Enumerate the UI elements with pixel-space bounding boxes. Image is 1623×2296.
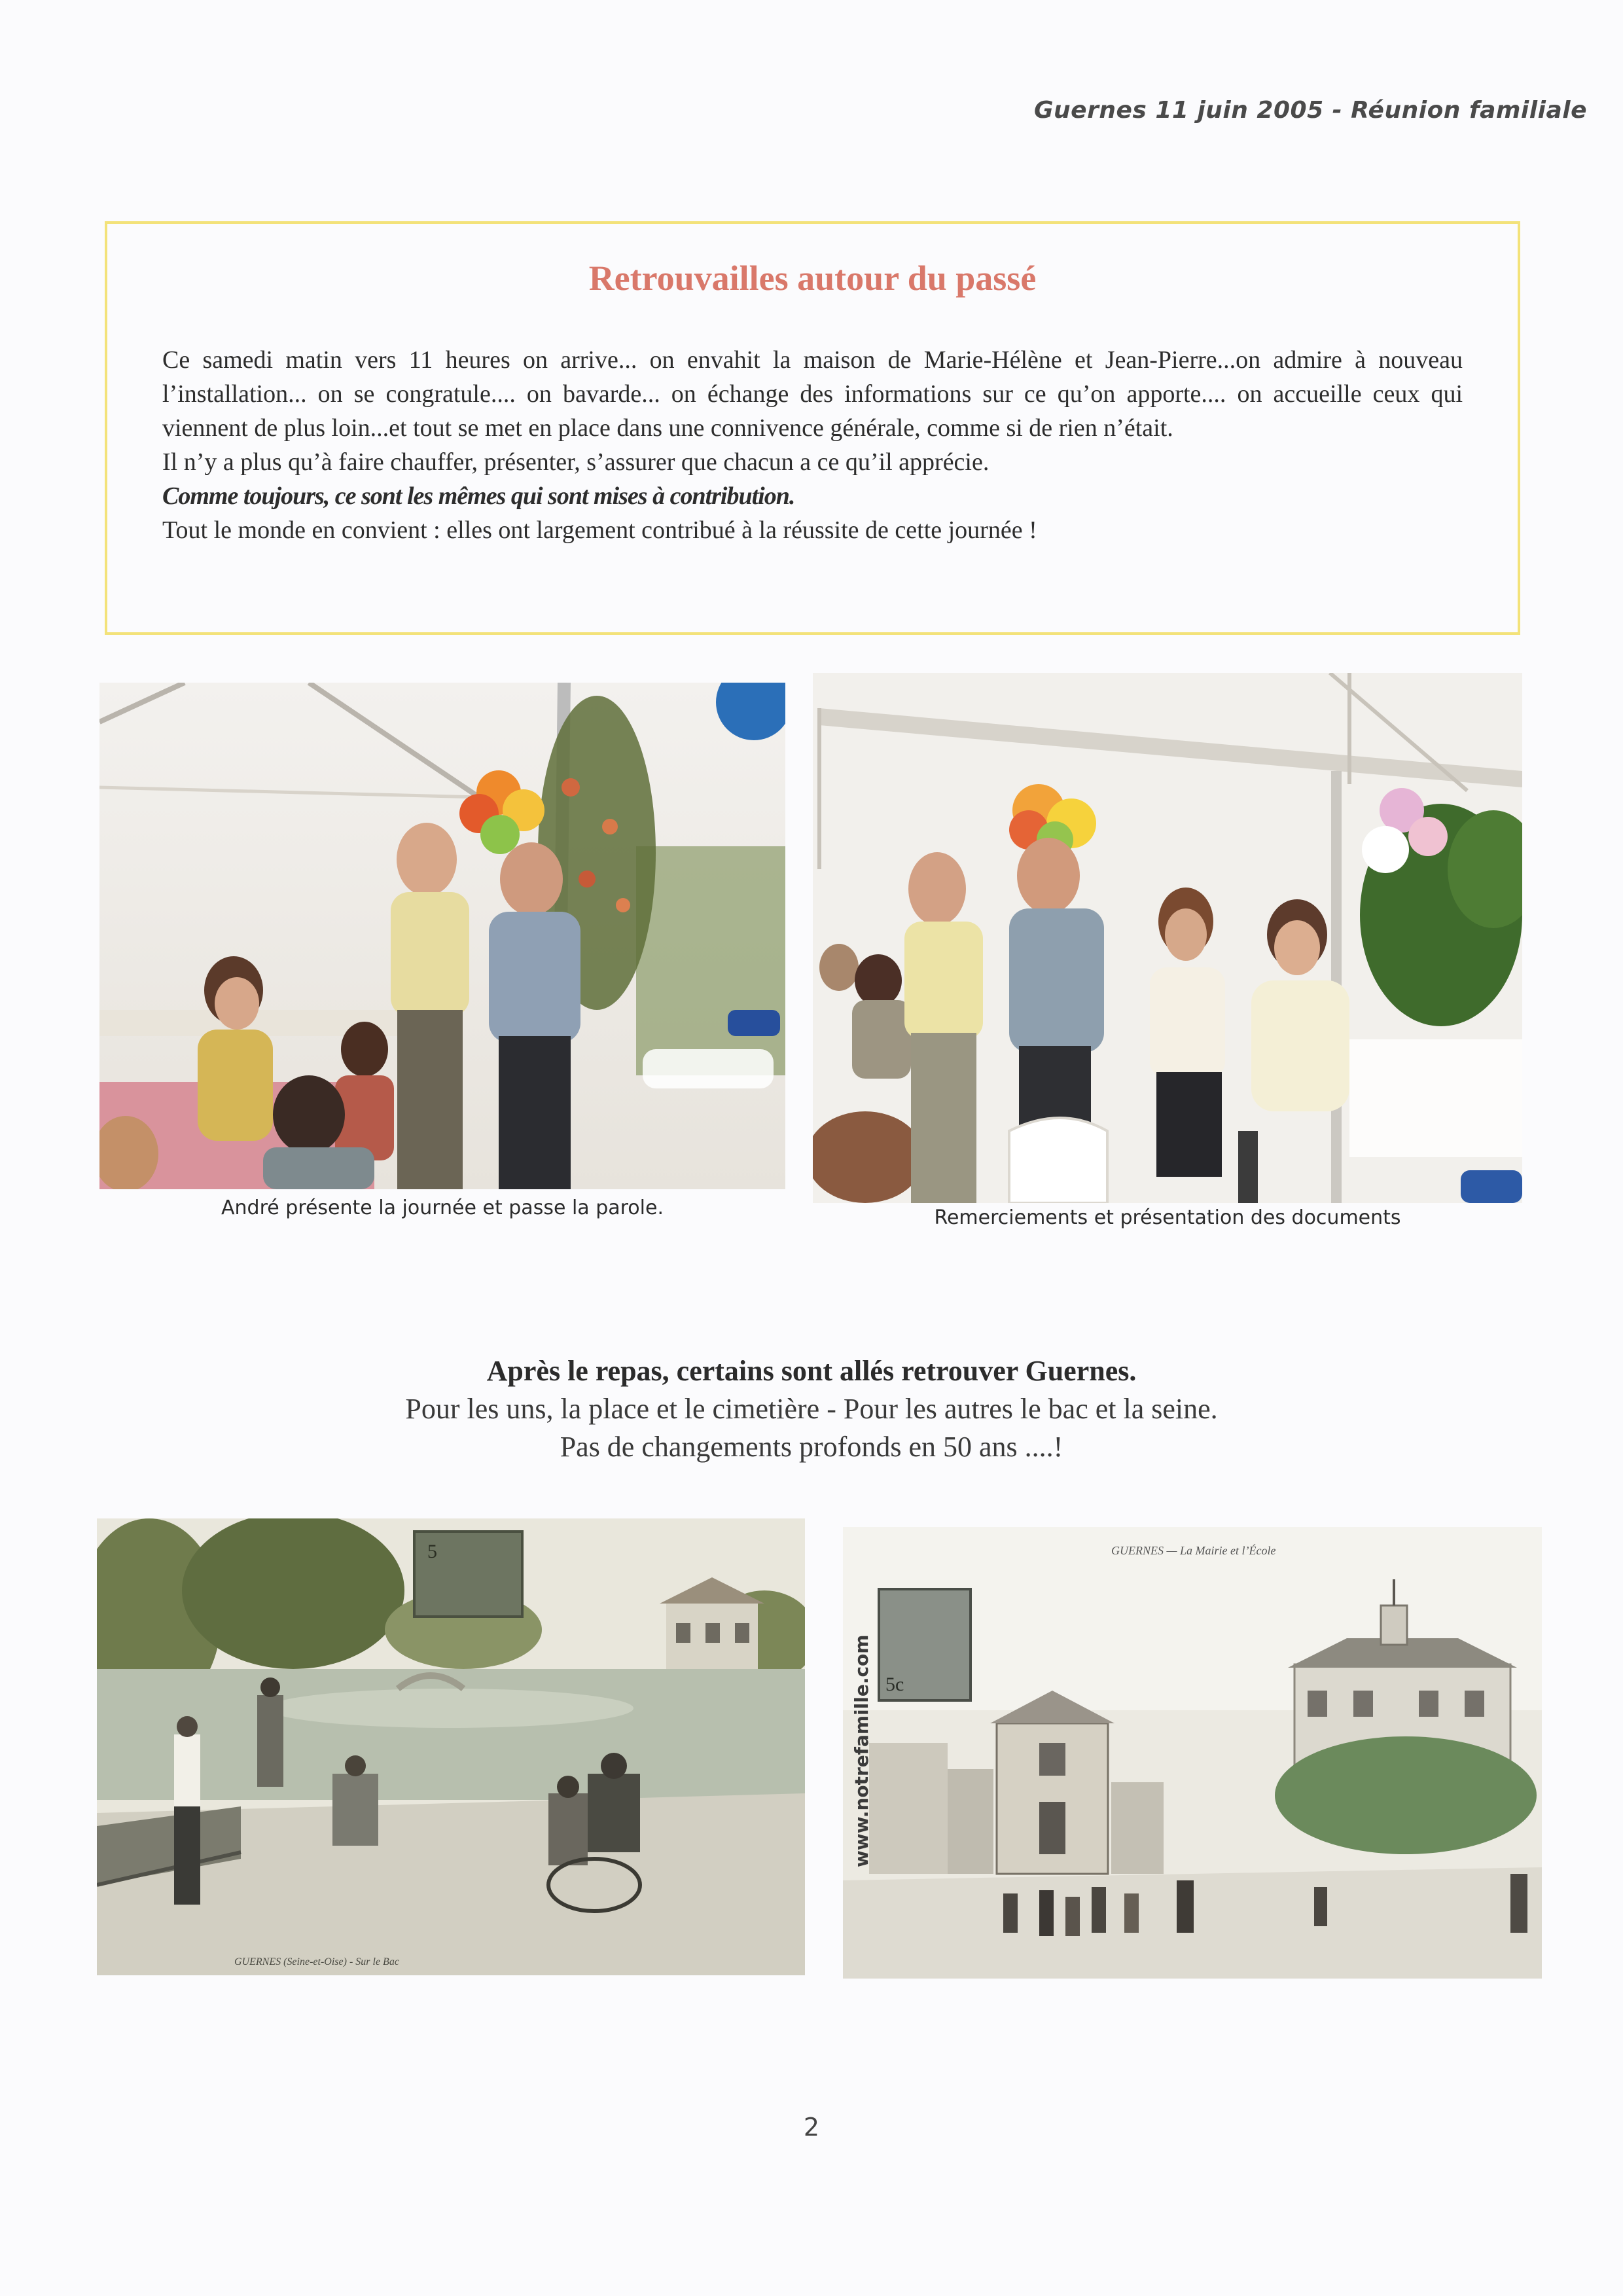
postcard-le-bac <box>97 1518 805 1975</box>
postcard-right-caption: GUERNES — La Mairie et l’École <box>1111 1544 1276 1557</box>
stamp-value-left: 5 <box>427 1541 437 1562</box>
caption-left-photo: André présente la journée et passe la parole. <box>221 1196 664 1219</box>
caption-right-photo: Remerciements et présentation des documents <box>934 1206 1401 1229</box>
photo-remerciements <box>813 673 1522 1203</box>
after-meal-line-1: Après le repas, certains sont allés retrouver Guernes. <box>486 1355 1137 1387</box>
postcard-la-mairie <box>843 1527 1542 1979</box>
photo-andre-presentation <box>99 683 785 1189</box>
page-header: Guernes 11 juin 2005 - Réunion familiale <box>1033 97 1587 124</box>
after-meal-line-3: Pas de changements profonds en 50 ans ....! <box>560 1431 1063 1463</box>
intro-paragraph-2: Il n’y a plus qu’à faire chauffer, présenter, s’assurer que chacun a ce qu’il apprécie. <box>162 448 990 476</box>
intro-paragraph-3: Tout le monde en convient : elles ont largement contribué à la réussite de cette journée ! <box>162 516 1037 544</box>
stamp-value-right: 5c <box>885 1674 904 1695</box>
after-meal-line-2: Pour les uns, la place et le cimetière - Pour les autres le bac et la seine. <box>405 1393 1218 1425</box>
intro-paragraph-1: Ce samedi matin vers 11 heures on arrive... on envahit la maison de Marie-Hélène et Jean-Pierre...on admire à nouveau l’installation... on se congratule.... on bavarde... on échange des informations sur ce qu’on apporte.... on accueille ceux qui viennent de plus loin...et tout se met en place dans une connivence générale, comme si de rien n’était. <box>162 346 1463 442</box>
after-meal-text <box>0 1352 1623 1466</box>
postcard-left-caption: GUERNES (Seine-et-Oise) - Sur le Bac <box>234 1956 399 1967</box>
intro-title: Retrouvailles autour du passé <box>588 259 1037 298</box>
intro-emphasis: Comme toujours, ce sont les mêmes qui sont mises à contribution. <box>162 482 795 510</box>
watermark-notrefamille: www.notrefamille.com <box>851 1634 872 1867</box>
intro-box <box>105 221 1520 635</box>
page-number: 2 <box>803 2113 820 2142</box>
intro-text <box>162 343 1463 547</box>
